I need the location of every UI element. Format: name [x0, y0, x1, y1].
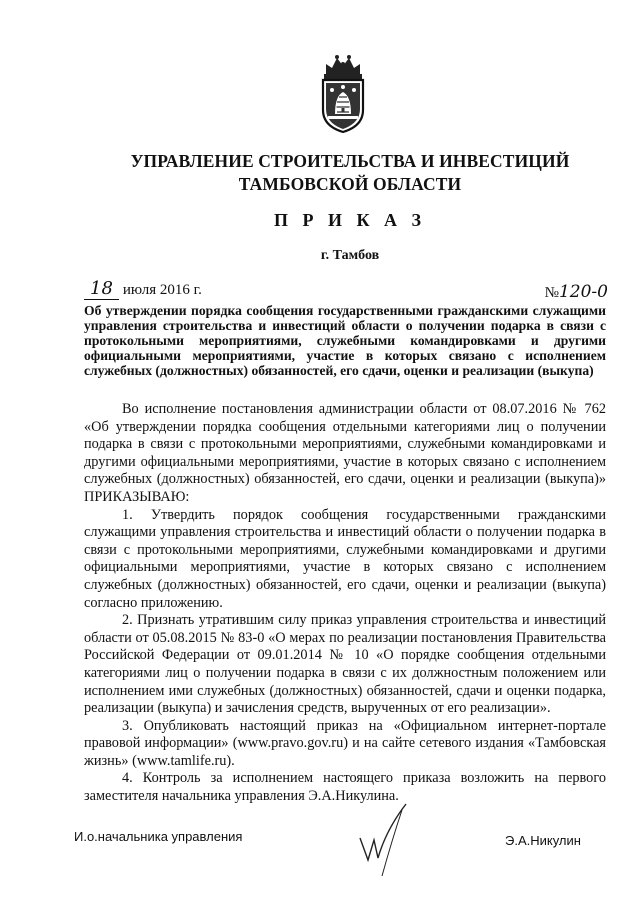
item-1-paragraph: 1. Утвердить порядок сообщения государственными гражданскими служащими управления строительства и инвестиций области о получении подарка в связи с протокольными мероприятиями, служебными командировками и другими официальными мероприятиями, участие в которых связано с исполнением служебных (должностных) обязанностей, его сдачи, оценки и реализации (выкупа) согласно приложению.: [84, 506, 606, 611]
city-line: г. Тамбов: [320, 248, 380, 263]
handwritten-day: 18: [84, 278, 119, 300]
preamble-paragraph: Во исполнение постановления администрации области от 08.07.2016 № 762 «Об утверждении порядка сообщения отдельными категориями лиц о получении подарка в связи с протокольными мероприятиями, служебными командировками и другими официальными мероприятиями, участие в которых связано с исполнением служебных (должностных) обязанностей, его сдачи, оценки и реализации (выкупа)» ПРИКАЗЫВАЮ:: [84, 401, 606, 505]
organization-line-1: УПРАВЛЕНИЕ СТРОИТЕЛЬСТВА И ИНВЕСТИЦИЙ: [130, 151, 570, 171]
handwritten-number: 120-0: [558, 282, 608, 302]
handwritten-signature: [352, 800, 412, 880]
signatory-position: И.о.начальника управления: [74, 829, 243, 844]
item-3-paragraph: 3. Опубликовать настоящий приказ на «Официальном интернет-портале правовой информации» (www.pravo.gov.ru) и на сайте сетевого издания «Тамбовская жизнь» (www.tamlife.ru).: [84, 717, 606, 769]
month-year: июля 2016 г.: [122, 282, 202, 298]
organization-line-2: ТАМБОВСКОЙ ОБЛАСТИ: [238, 174, 462, 194]
organization-name: [80, 150, 620, 196]
order-body: [84, 401, 606, 806]
signatory-name: Э.А.Никулин: [505, 833, 581, 848]
order-subject-heading: Об утверждении порядка сообщения государственными гражданскими служащими управления строительства и инвестиций области о получении подарка в связи с протокольными мероприятиями, служебными командировками и другими официальными мероприятиями, участие в которых связано с исполнением служебных (должностных) обязанностей, его сдачи, оценки и реализации (выкупа): [84, 303, 606, 378]
item-2-paragraph: 2. Признать утратившим силу приказ управления строительства и инвестиций области от 05.08.2015 № 83-0 «О мерах по реализации постановления Правительства Российской Федерации от 09.01.2014 № 10 «О порядке сообщения отдельными категориями лиц о получении подарка в связи с их должностным положением или исполнением ими служебных (должностных) обязанностей, сдачи и оценки подарка, реализации (выкупа) и зачисления средств, вырученных от его реализации».: [84, 612, 606, 717]
item-4-paragraph: 4. Контроль за исполнением настоящего приказа возложить на первого заместителя начальника управления Э.А.Никулина.: [84, 770, 606, 805]
number-sign: №: [544, 285, 559, 301]
document-number: [545, 282, 608, 302]
document-type-title: П Р И К А З: [273, 210, 427, 230]
document-date: [84, 278, 202, 300]
tambov-coat-of-arms-emblem: [318, 52, 368, 134]
